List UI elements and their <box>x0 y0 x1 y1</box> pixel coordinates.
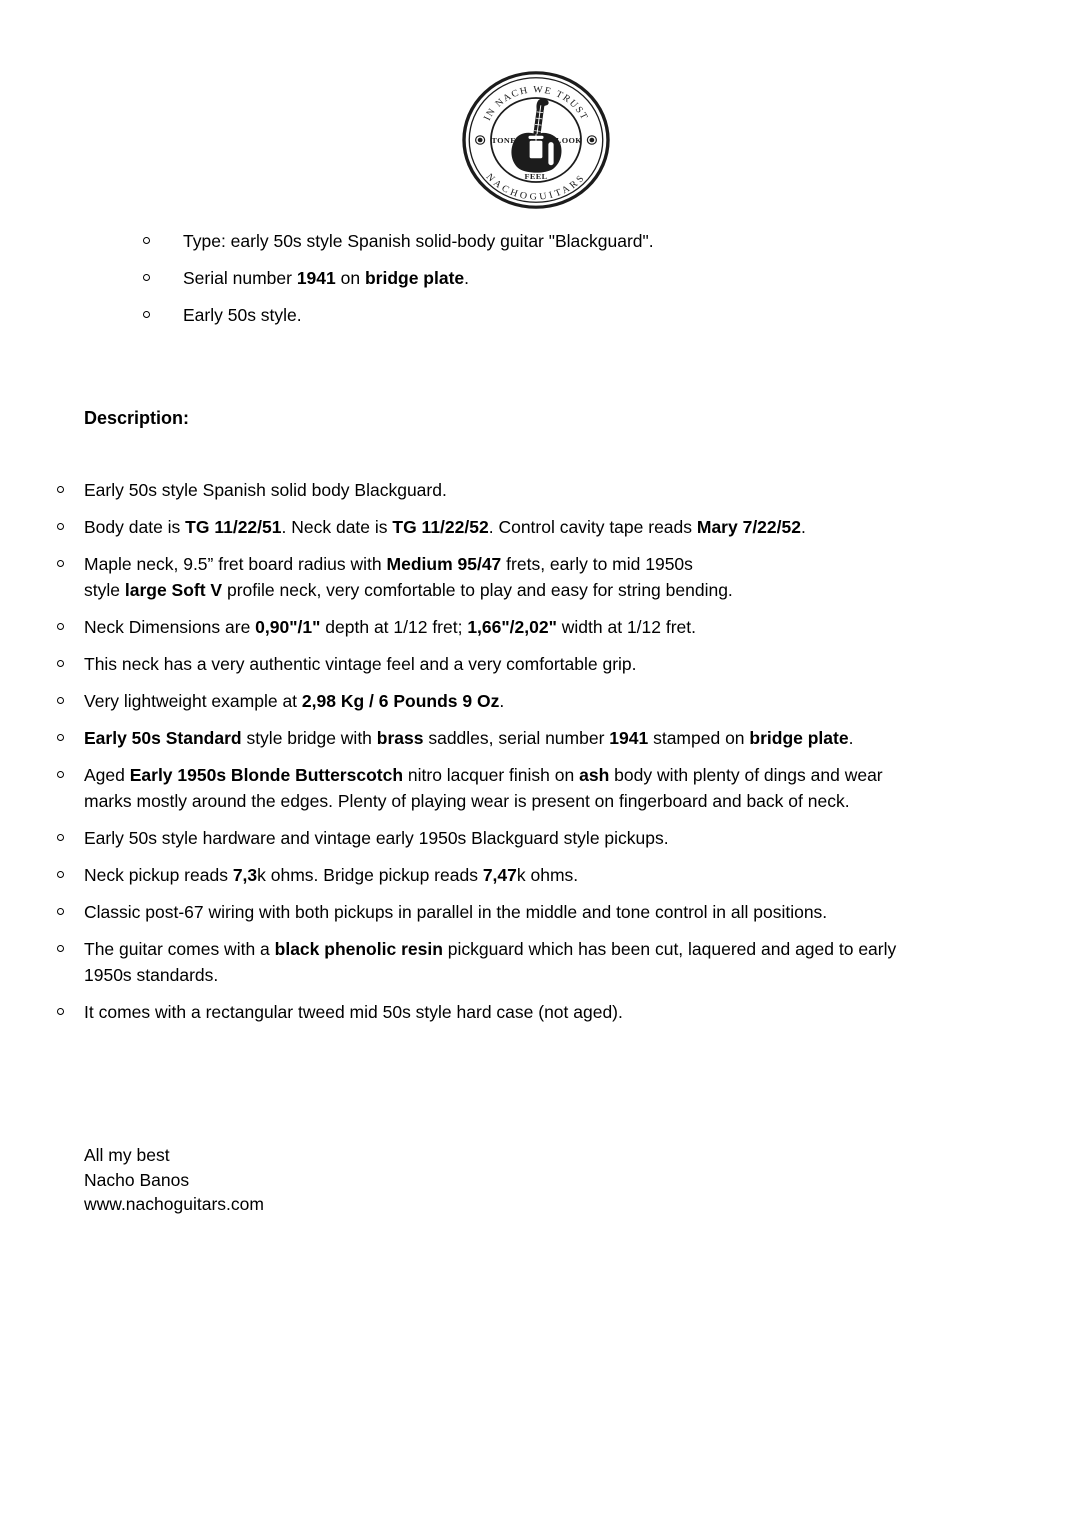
description-item-text: The guitar comes with a black phenolic resin pickguard which has been cut, laquered and aged to early 1950s standards. <box>84 939 897 985</box>
stamp-arc-top-text: IN NACH WE TRUST <box>481 84 591 123</box>
description-item <box>0 899 1020 925</box>
description-item <box>0 725 1020 751</box>
signature-name: Nacho Banos <box>84 1169 190 1190</box>
description-item-text: Early 50s style hardware and vintage early 1950s Blackguard style pickups. <box>84 828 669 848</box>
bullet-icon <box>57 486 64 493</box>
description-item <box>0 514 1020 540</box>
spec-item-text: Early 50s style. <box>183 305 302 325</box>
description-item-text: Classic post-67 wiring with both pickups in parallel in the middle and tone control in all positions. <box>84 902 828 922</box>
stamp-logo-svg <box>461 70 611 210</box>
bullet-icon <box>57 945 64 952</box>
description-item <box>0 614 1020 640</box>
bullet-icon <box>57 697 64 704</box>
website-url: www.nachoguitars.com <box>84 1194 264 1214</box>
signature-closing: All my best <box>84 1145 170 1165</box>
spec-item <box>0 265 1000 291</box>
stamp-right-dot-icon <box>587 136 596 144</box>
stamp-feel-text: FEEL <box>524 172 548 182</box>
description-item-text: Maple neck, 9.5” fret board radius with Medium 95/47 frets, early to mid 1950s style large Soft V profile neck, very comfortable to play and easy for string bending. <box>84 554 733 600</box>
bullet-icon <box>57 623 64 630</box>
spec-item <box>0 302 1000 328</box>
stamp-look-text: LOOK <box>555 136 583 145</box>
bullet-icon <box>57 560 64 567</box>
description-item <box>0 762 1020 814</box>
description-item-text: Neck pickup reads 7,3k ohms. Bridge pickup reads 7,47k ohms. <box>84 865 579 885</box>
bullet-icon <box>57 1008 64 1015</box>
description-item-text: Aged Early 1950s Blonde Butterscotch nitro lacquer finish on ash body with plenty of dings and wear marks mostly around the edges. Plenty of playing wear is present on fingerboard and back of neck. <box>84 765 883 811</box>
spec-list <box>0 228 1000 339</box>
stamp-tone-text: TONE <box>491 136 517 145</box>
description-item <box>0 551 1020 603</box>
spec-item <box>0 228 1000 254</box>
description-list <box>0 477 1020 1036</box>
description-item <box>0 862 1020 888</box>
description-heading: Description: <box>84 408 190 428</box>
description-item <box>0 825 1020 851</box>
description-item <box>0 688 1020 714</box>
bullet-icon <box>143 311 150 318</box>
description-item-text: Early 50s Standard style bridge with brass saddles, serial number 1941 stamped on bridge plate. <box>84 728 854 748</box>
guitar-icon <box>511 98 561 173</box>
stamp-left-dot-icon <box>476 136 485 144</box>
description-item-text: Very lightweight example at 2,98 Kg / 6 Pounds 9 Oz. <box>84 691 505 711</box>
description-item-text: Neck Dimensions are 0,90"/1" depth at 1/12 fret; 1,66"/2,02" width at 1/12 fret. <box>84 617 697 637</box>
bullet-icon <box>143 237 150 244</box>
bullet-icon <box>57 834 64 841</box>
signature-block <box>84 1143 264 1217</box>
bullet-icon <box>143 274 150 281</box>
bullet-icon <box>57 734 64 741</box>
description-item <box>0 936 1020 988</box>
description-item <box>0 651 1020 677</box>
bullet-icon <box>57 908 64 915</box>
description-item-text: Early 50s style Spanish solid body Blackguard. <box>84 480 447 500</box>
bullet-icon <box>57 523 64 530</box>
bullet-icon <box>57 660 64 667</box>
description-item-text: Body date is TG 11/22/51. Neck date is TG 11/22/52. Control cavity tape reads Mary 7/22/52. <box>84 517 806 537</box>
spec-item-text: Type: early 50s style Spanish solid-body guitar "Blackguard". <box>183 231 654 251</box>
description-item <box>0 477 1020 503</box>
stamp-arc-bottom-text: NACHOGUITARS <box>483 171 589 203</box>
description-item-text: This neck has a very authentic vintage feel and a very comfortable grip. <box>84 654 637 674</box>
description-item-text: It comes with a rectangular tweed mid 50s style hard case (not aged). <box>84 1002 623 1022</box>
nachoguitars-stamp-logo <box>461 70 611 210</box>
description-item <box>0 999 1020 1025</box>
bullet-icon <box>57 771 64 778</box>
bullet-icon <box>57 871 64 878</box>
spec-item-text: Serial number 1941 on bridge plate. <box>183 268 470 288</box>
